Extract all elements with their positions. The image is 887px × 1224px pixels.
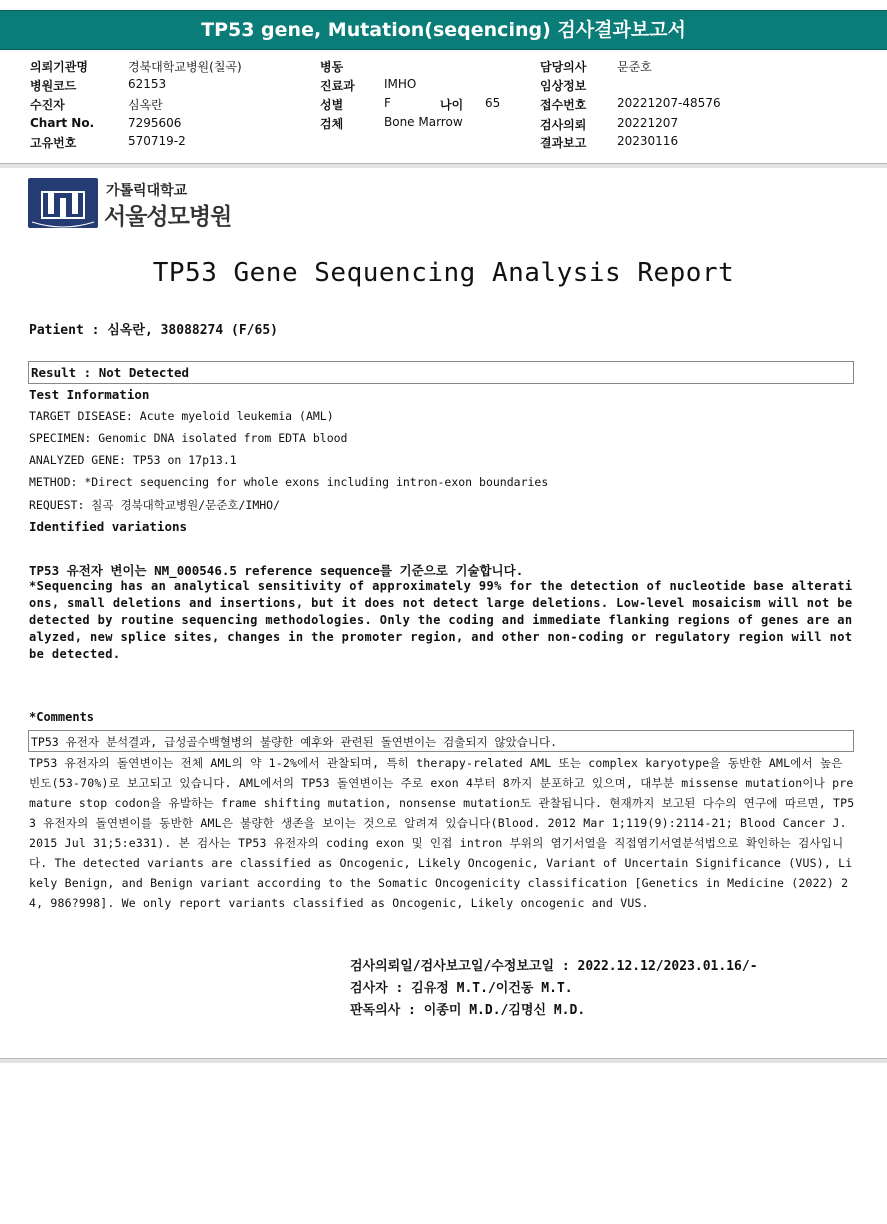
dept-value: IMHO: [384, 77, 417, 91]
patient-label: 수진자: [30, 98, 65, 112]
doctor-label: 담당의사: [540, 60, 587, 74]
request-value: 20221207: [617, 116, 679, 130]
logo-university-name: 가톨릭대학교: [106, 183, 188, 199]
specimen-label: 검체: [320, 117, 344, 131]
receipt-label: 접수번호: [540, 98, 587, 112]
report-title: TP53 Gene Sequencing Analysis Report: [152, 258, 735, 288]
divider-bottom: [0, 1058, 887, 1063]
identified-heading: Identified variations: [29, 519, 188, 534]
comment-summary: TP53 유전자 분석결과, 급성골수백혈병의 불량한 예후와 관련된 돌연변이는 검출되지 않았습니다.: [31, 735, 557, 749]
hospital-code-value: 62153: [128, 77, 167, 91]
doctor-value: 문준호: [617, 60, 652, 74]
chart-label: Chart No.: [30, 116, 95, 130]
sex-value: F: [384, 96, 391, 110]
method-line: METHOD: *Direct sequencing for whole exons including intron-exon boundaries: [29, 475, 549, 489]
result-date-value: 20230116: [617, 134, 679, 148]
tester-line: 검사자 : 김유정 M.T./이건동 M.T.: [350, 981, 573, 996]
analyzed-gene: ANALYZED GENE: TP53 on 17p13.1: [29, 453, 237, 467]
result-box: [28, 361, 854, 384]
institution-value: 경북대학교병원(칠곡): [128, 60, 242, 74]
hospital-emblem-icon: [28, 178, 98, 228]
report-dates: 검사의뢰일/검사보고일/수정보고일 : 2022.12.12/2023.01.16/-: [350, 959, 758, 974]
unique-value: 570719-2: [128, 134, 186, 148]
patient-value: 심옥란: [128, 98, 163, 112]
result-text: Result : Not Detected: [31, 365, 190, 380]
comment-summary-box: [28, 730, 854, 752]
target-disease: TARGET DISEASE: Acute myeloid leukemia (AML): [29, 409, 334, 423]
hospital-logo: [28, 178, 258, 230]
patient-line: Patient : 심옥란, 38088274 (F/65): [29, 323, 278, 338]
dept-label: 진료과: [320, 79, 355, 93]
sensitivity-note: *Sequencing has an analytical sensitivity of approximately 99% for the detection of nucleotide base alterations, small deletions and insertions, but it does not detect large deletions. Low-level mosaicism will not be detected by routine sequencing methodologies. Only the coding and immediate flanking regions of genes are analyzed, new splice sites, changes in the promoter region, and other non-coding or regulatory region will not be detected.: [29, 579, 853, 661]
specimen-line: SPECIMEN: Genomic DNA isolated from EDTA blood: [29, 431, 348, 445]
reference-line: TP53 유전자 변이는 NM_000546.5 reference sequence를 기준으로 기술합니다.: [29, 563, 524, 578]
physician-line: 판독의사 : 이종미 M.D./김명신 M.D.: [350, 1003, 586, 1018]
age-label: 나이: [440, 98, 464, 112]
hospital-code-label: 병원코드: [30, 79, 77, 93]
comments-heading: *Comments: [29, 710, 95, 724]
receipt-value: 20221207-48576: [617, 96, 721, 110]
request-label: 검사의뢰: [540, 118, 587, 132]
logo-hospital-name: 서울성모병원: [104, 204, 232, 230]
test-info-heading: Test Information: [29, 387, 150, 402]
request-line: REQUEST: 칠곡 경북대학교병원/문준호/IMHO/: [29, 498, 281, 512]
report-header-bar: [0, 10, 887, 50]
institution-label: 의뢰기관명: [30, 60, 88, 74]
ward-label: 병동: [320, 60, 344, 74]
report-header-title: TP53 gene, Mutation(seqencing) 검사결과보고서: [201, 19, 686, 41]
result-date-label: 결과보고: [540, 136, 587, 150]
patient-info-panel: [0, 56, 887, 166]
divider-top: [0, 163, 887, 168]
sex-label: 성별: [320, 98, 344, 112]
unique-label: 고유번호: [30, 136, 77, 150]
comment-body: TP53 유전자의 돌연변이는 전체 AML의 약 1-2%에서 관찰되며, 특히 therapy-related AML 또는 complex karyotype을 동반한 AML에서 높은 빈도(53-70%)로 보고되고 있습니다. AML에서의 TP53 돌연변이는 주로 exon 4부터 8까지 분포하고 있으며, 대부분 missense mutation이나 premature stop codon을 유발하는 frame shifting mutation, nonsense mutation도 관찰됩니다. 현재까지 보고된 다수의 연구에 따르면, TP53 유전자의 돌연변이를 동반한 AML은 불량한 생존을 보이는 것으로 알려져 있습니다(Blood. 2012 Mar 1;119(9):2114-21; Blood Cancer J. 2015 Jul 31;5:e331). 본 검사는 TP53 유전자의 coding exon 및 인접 intron 부위의 염기서열을 직접염기서열분석법으로 확인하는 검사입니다. The detected variants are classified as Oncogenic, Likely Oncogenic, Variant of Uncertain Significance (VUS), Likely Benign, and Benign variant according to the Somatic Oncogenicity classification [Genetics in Medicine (2022) 24, 986?998]. We only report variants classified as Oncogenic, Likely oncogenic and VUS.: [29, 756, 855, 910]
age-value: 65: [485, 96, 501, 110]
chart-value: 7295606: [128, 116, 182, 130]
clinical-label: 임상정보: [540, 79, 587, 93]
specimen-value: Bone Marrow: [384, 115, 463, 129]
